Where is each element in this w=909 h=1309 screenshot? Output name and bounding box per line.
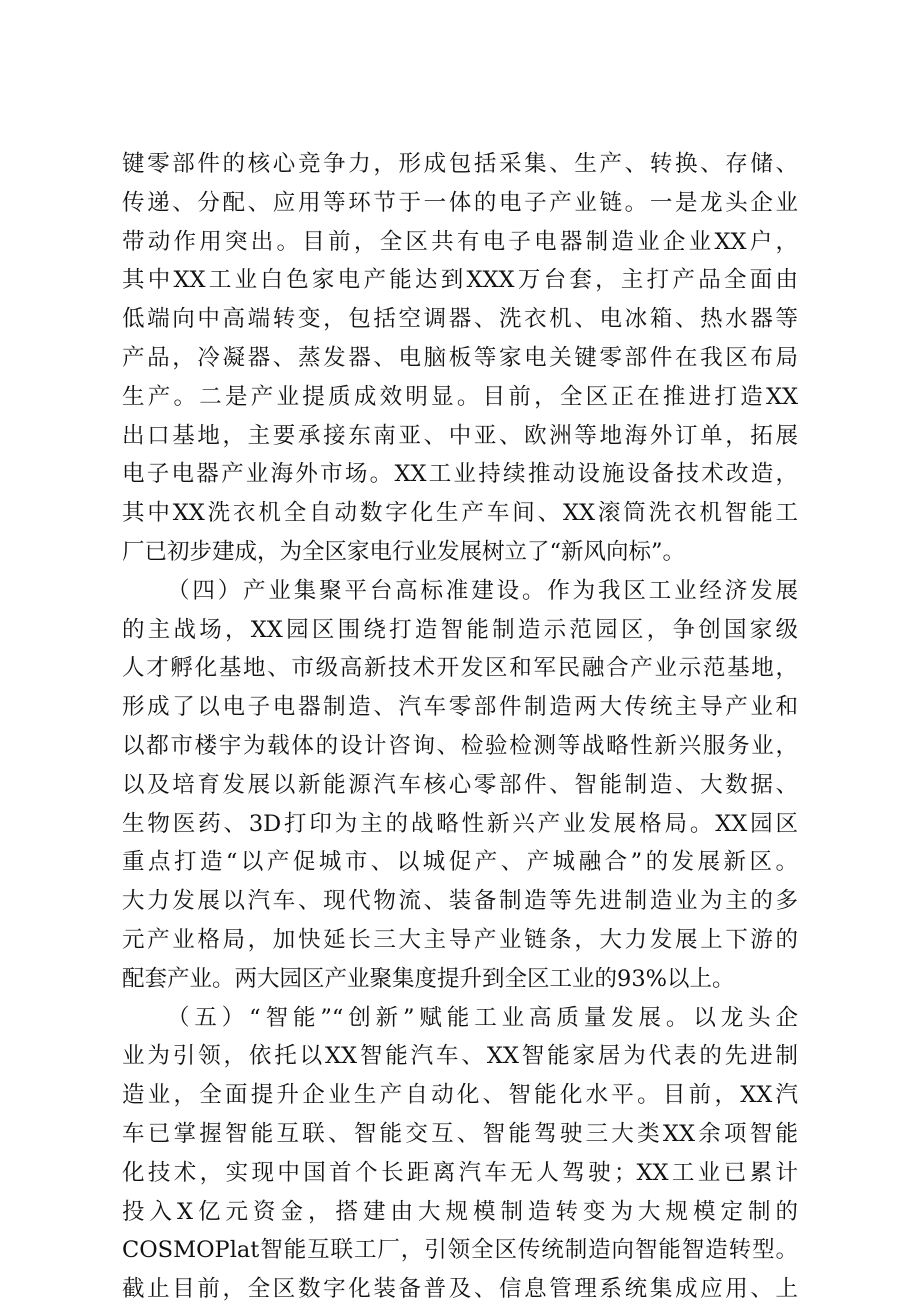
text-line: 带动作用突出。目前，全区共有电子电器制造业企业XX户， [122, 228, 798, 255]
text-line: 厂已初步建成，为全区家电行业发展树立了“新风向标”。 [122, 538, 686, 565]
text-line: 键零部件的核心竞争力，形成包括采集、生产、转换、存储、 [122, 151, 798, 177]
text-line: 化技术，实现中国首个长距离汽车无人驾驶；XX工业已累计 [122, 1159, 798, 1186]
section-heading-line: （四）产业集聚平台高标准建设。作为我区工业经济发展 [167, 577, 798, 604]
text-line: 业为引领，依托以XX智能汽车、XX智能家居为代表的先进制 [122, 1043, 798, 1070]
text-line: 元产业格局，加快延长三大主导产业链条，大力发展上下游的 [122, 926, 798, 953]
text-line: 截止目前，全区数字化装备普及、信息管理系统集成应用、上 [122, 1276, 798, 1303]
text-line: 出口基地，主要承接东南亚、中亚、欧洲等地海外订单，拓展 [122, 422, 798, 449]
text-line: 重点打造“以产促城市、以城促产、产城融合”的发展新区。 [122, 849, 798, 876]
text-line: COSMOPlat智能互联工厂，引领全区传统制造向智能智造转型。 [122, 1237, 798, 1264]
text-line: 电子电器产业海外市场。XX工业持续推动设施设备技术改造， [122, 461, 798, 488]
text-line: 传递、分配、应用等环节于一体的电子产业链。一是龙头企业 [122, 189, 798, 216]
text-line: 其中XX工业白色家电产能达到XXX万台套，主打产品全面由 [122, 267, 798, 294]
text-line: 造业，全面提升企业生产自动化、智能化水平。目前，XX汽 [122, 1082, 798, 1109]
text-line: 生产。二是产业提质成效明显。目前，全区正在推进打造XX [122, 383, 798, 410]
text-line: 投入X亿元资金，搭建由大规模制造转变为大规模定制的 [122, 1198, 798, 1225]
text-line: 低端向中高端转变，包括空调器、洗衣机、电冰箱、热水器等 [122, 306, 798, 333]
text-line: 大力发展以汽车、现代物流、装备制造等先进制造业为主的多 [122, 888, 798, 915]
section-heading-line: （五）“智能”“创新”赋能工业高质量发展。以龙头企 [167, 1004, 798, 1031]
body-text [122, 145, 798, 1309]
text-line: 形成了以电子电器制造、汽车零部件制造两大传统主导产业和 [122, 694, 798, 721]
text-line: 配套产业。两大园区产业聚集度提升到全区工业的93%以上。 [122, 965, 735, 992]
text-line: 以及培育发展以新能源汽车核心零部件、智能制造、大数据、 [122, 771, 798, 798]
text-line: 以都市楼宇为载体的设计咨询、检验检测等战略性新兴服务业， [122, 732, 798, 759]
text-line: 车已掌握智能互联、智能交互、智能驾驶三大类XX余项智能 [122, 1120, 798, 1147]
text-line: 其中XX洗衣机全自动数字化生产车间、XX滚筒洗衣机智能工 [122, 500, 798, 527]
text-line: 人才孵化基地、市级高新技术开发区和军民融合产业示范基地， [122, 655, 798, 682]
text-line: 产品，冷凝器、蒸发器、电脑板等家电关键零部件在我区布局 [122, 344, 798, 371]
text-line: 生物医药、3D打印为主的战略性新兴产业发展格局。XX园区 [122, 810, 798, 837]
text-line: 的主战场，XX园区围绕打造智能制造示范园区，争创国家级 [122, 616, 798, 643]
